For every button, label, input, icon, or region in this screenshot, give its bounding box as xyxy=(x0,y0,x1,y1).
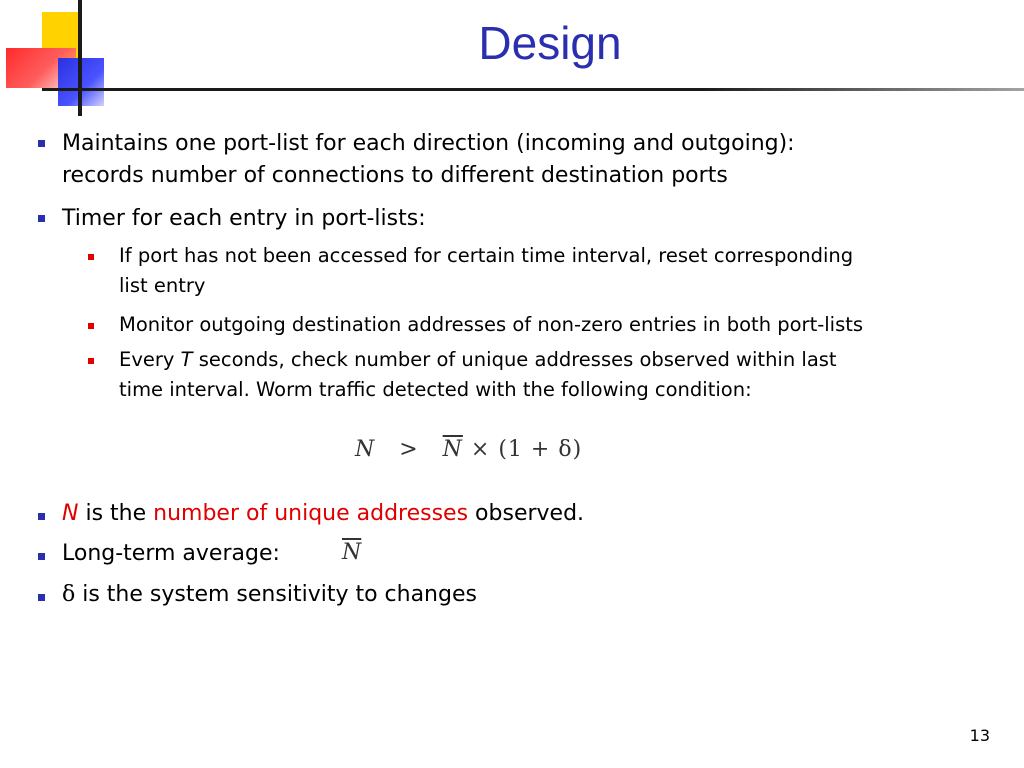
bullet-port-list: Maintains one port-list for each direction (incoming and outgoing): records number of connections to different destination ports xyxy=(62,131,795,188)
n-bar-symbol: $\overline{N}$ xyxy=(342,540,362,565)
page-number: 13 xyxy=(969,726,990,745)
subbullet-every-t: Every T seconds, check number of unique addresses observed within last time interval. Worm traffic detected with the following condition: xyxy=(119,348,837,401)
worm-detection-formula: N > $\overline{N} \times (1 + \delta)$ xyxy=(355,437,583,462)
subbullet-marker xyxy=(88,323,94,329)
bullet-timer: Timer for each entry in port-lists: xyxy=(62,206,426,231)
subbullet-reset: If port has not been accessed for certain time interval, reset corresponding list entry xyxy=(119,244,854,297)
subbullet-marker xyxy=(88,358,94,364)
bullet-n-definition: N is the number of unique addresses observed. xyxy=(62,501,585,526)
slide-title: Design xyxy=(478,17,622,69)
subbullet-marker xyxy=(88,254,94,260)
bullet-delta-definition: δ is the system sensitivity to changes xyxy=(62,582,477,607)
subbullet-monitor: Monitor outgoing destination addresses of non-zero entries in both port-lists xyxy=(119,313,864,336)
bullet-marker xyxy=(38,513,45,520)
bullet-long-term-average: Long-term average: xyxy=(62,541,280,566)
bullet-marker xyxy=(38,594,45,601)
bullet-marker xyxy=(38,553,45,560)
bullet-marker xyxy=(38,215,45,222)
bullet-marker xyxy=(38,140,45,147)
logo-vertical-line xyxy=(78,0,82,116)
title-underline-fade xyxy=(700,88,1024,91)
